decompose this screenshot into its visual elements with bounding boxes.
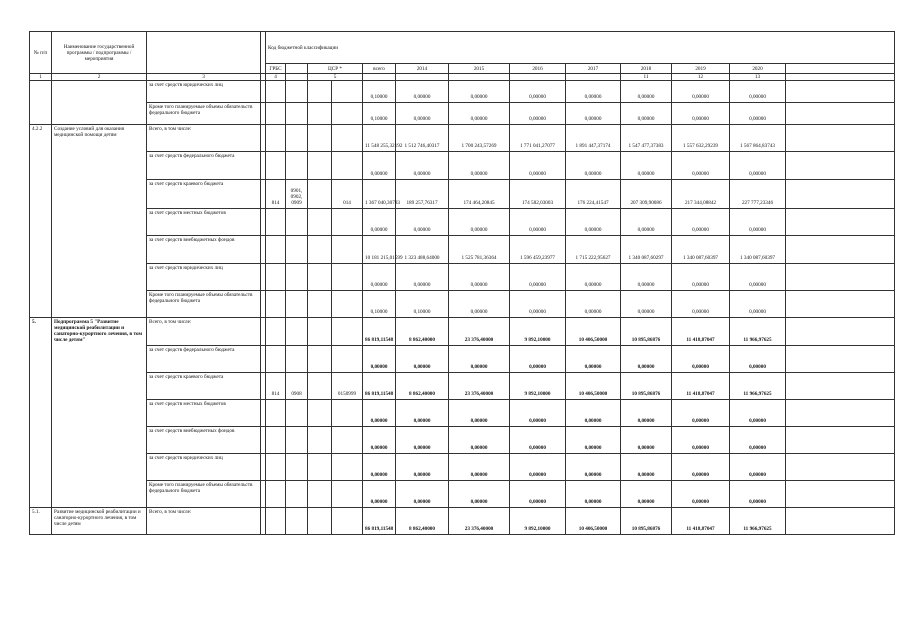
grbs-code bbox=[266, 427, 286, 454]
csr-code bbox=[332, 236, 363, 264]
total-value: 0,00000 bbox=[363, 454, 396, 481]
funding-category: за счет средств юридических лиц bbox=[147, 454, 261, 481]
csr-code bbox=[332, 346, 363, 373]
grbs-code bbox=[266, 103, 286, 125]
year-value: 0,00000 bbox=[730, 291, 786, 318]
item-number: 5. bbox=[30, 318, 52, 508]
funding-category: Кроме того планируемые объемы обязательств федерального бюджета bbox=[147, 291, 261, 318]
year-value: 11 966,97625 bbox=[730, 373, 786, 400]
year-value: 0,00000 bbox=[730, 454, 786, 481]
year-value: 0,00000 bbox=[566, 103, 621, 125]
year-value: 0,00000 bbox=[621, 81, 672, 103]
table-row bbox=[30, 152, 895, 180]
year-value: 0,00000 bbox=[730, 400, 786, 427]
year-value: 0,00000 bbox=[449, 264, 510, 291]
section-code bbox=[286, 481, 308, 508]
total-value: 0,10000 bbox=[363, 81, 396, 103]
table-row bbox=[30, 209, 895, 236]
colnum: 13 bbox=[730, 74, 786, 81]
year-value: 0,00000 bbox=[449, 152, 510, 180]
header-year: 2018 bbox=[621, 64, 672, 74]
header-year: 2019 bbox=[672, 64, 730, 74]
csr-code bbox=[332, 481, 363, 508]
year-value: 1 512 746,40317 bbox=[396, 125, 449, 152]
item-number: 5.1. bbox=[30, 508, 52, 535]
section-code: 0901, 0902, 0909 bbox=[286, 180, 308, 209]
year-value: 0,00000 bbox=[621, 400, 672, 427]
year-value: 0,00000 bbox=[510, 400, 566, 427]
year-value: 23 376,40000 bbox=[449, 373, 510, 400]
year-value: 10 895,86876 bbox=[621, 318, 672, 346]
header-total: всего bbox=[363, 64, 396, 74]
year-value: 0,00000 bbox=[566, 81, 621, 103]
document-sheet bbox=[29, 31, 891, 543]
csr-code bbox=[332, 508, 363, 535]
year-value: 0,00000 bbox=[730, 209, 786, 236]
section-code bbox=[286, 400, 308, 427]
year-value: 0,00000 bbox=[566, 346, 621, 373]
year-value: 189 257,76317 bbox=[396, 180, 449, 209]
csr-code bbox=[332, 427, 363, 454]
year-value: 0,00000 bbox=[730, 481, 786, 508]
table-row bbox=[30, 400, 895, 427]
csr-code: 014 bbox=[332, 180, 363, 209]
header-row-colnums bbox=[30, 74, 895, 81]
colnum: 1 bbox=[30, 74, 52, 81]
year-value: 1 891 447,37174 bbox=[566, 125, 621, 152]
table-row bbox=[30, 264, 895, 291]
funding-category: Кроме того планируемые объемы обязательств федерального бюджета bbox=[147, 481, 261, 508]
budget-table bbox=[29, 31, 895, 535]
header-year: 2015 bbox=[449, 64, 510, 74]
year-value: 0,00000 bbox=[730, 103, 786, 125]
year-value: 1 340 087,60297 bbox=[621, 236, 672, 264]
table-row bbox=[30, 427, 895, 454]
section-code bbox=[286, 427, 308, 454]
item-name: Развитие медицинской реабилитации и санаторно-курортного лечения, в том числе детям bbox=[52, 508, 147, 535]
year-value: 10 406,50000 bbox=[566, 373, 621, 400]
year-value: 0,00000 bbox=[510, 103, 566, 125]
colnum: 4 bbox=[266, 74, 286, 81]
item-name: Подпрограмма 5 "Развитие медицинской реабилитации и санаторно-курортного лечения, в том числе детям" bbox=[52, 318, 147, 508]
grbs-code bbox=[266, 264, 286, 291]
year-value: 0,00000 bbox=[730, 427, 786, 454]
total-value: 0,00000 bbox=[363, 481, 396, 508]
year-value: 1 771 041,27077 bbox=[510, 125, 566, 152]
year-value: 176 224,41547 bbox=[566, 180, 621, 209]
year-value: 0,00000 bbox=[449, 400, 510, 427]
table-row bbox=[30, 180, 895, 209]
funding-category: за счет средств юридических лиц bbox=[147, 81, 261, 103]
year-value: 10 895,86876 bbox=[621, 373, 672, 400]
funding-category: за счет средств федерального бюджета bbox=[147, 346, 261, 373]
funding-category: Кроме того планируемые объемы обязательств федерального бюджета bbox=[147, 103, 261, 125]
year-value: 1 323 488,64000 bbox=[396, 236, 449, 264]
grbs-code bbox=[266, 152, 286, 180]
table-row bbox=[30, 318, 895, 346]
total-value: 0,00000 bbox=[363, 346, 396, 373]
colnum: 11 bbox=[621, 74, 672, 81]
year-value: 9 892,10000 bbox=[510, 318, 566, 346]
grbs-code bbox=[266, 81, 286, 103]
year-value: 0,00000 bbox=[510, 264, 566, 291]
year-value: 0,00000 bbox=[672, 291, 730, 318]
section-code: 0908 bbox=[286, 373, 308, 400]
funding-category: за счет средств местных бюджетов bbox=[147, 400, 261, 427]
year-value: 0,00000 bbox=[566, 454, 621, 481]
section-code bbox=[286, 81, 308, 103]
grbs-code bbox=[266, 318, 286, 346]
year-value: 0,00000 bbox=[449, 209, 510, 236]
year-value: 0,00000 bbox=[510, 346, 566, 373]
year-value: 0,10000 bbox=[396, 291, 449, 318]
total-value: 0,10000 bbox=[363, 103, 396, 125]
year-value: 11 966,97625 bbox=[730, 508, 786, 535]
csr-code bbox=[332, 291, 363, 318]
year-value: 0,00000 bbox=[396, 400, 449, 427]
header-grbs: ГРБС bbox=[266, 64, 286, 74]
colnum: 5 bbox=[308, 74, 363, 81]
year-value: 0,00000 bbox=[396, 454, 449, 481]
year-value: 0,00000 bbox=[621, 291, 672, 318]
funding-category: за счет средств краевого бюджета bbox=[147, 373, 261, 400]
year-value: 0,00000 bbox=[566, 427, 621, 454]
year-value: 0,00000 bbox=[730, 264, 786, 291]
total-value: 1 367 040,30783 bbox=[363, 180, 396, 209]
year-value: 11 418,87047 bbox=[672, 508, 730, 535]
table-row bbox=[30, 236, 895, 264]
year-value: 0,00000 bbox=[621, 346, 672, 373]
year-value: 0,00000 bbox=[510, 209, 566, 236]
year-value: 0,00000 bbox=[621, 209, 672, 236]
year-value: 0,00000 bbox=[672, 427, 730, 454]
funding-category: Всего, в том числе: bbox=[147, 125, 261, 152]
table-row bbox=[30, 103, 895, 125]
year-value: 0,00000 bbox=[672, 400, 730, 427]
year-value: 174 464,20845 bbox=[449, 180, 510, 209]
header-year: 2017 bbox=[566, 64, 621, 74]
year-value: 0,00000 bbox=[621, 152, 672, 180]
year-value: 0,00000 bbox=[396, 427, 449, 454]
year-value: 0,00000 bbox=[566, 209, 621, 236]
year-value: 0,00000 bbox=[621, 427, 672, 454]
grbs-code bbox=[266, 346, 286, 373]
year-value: 0,00000 bbox=[621, 454, 672, 481]
funding-category: за счет средств краевого бюджета bbox=[147, 180, 261, 209]
year-value: 0,00000 bbox=[510, 291, 566, 318]
total-value: 0,00000 bbox=[363, 209, 396, 236]
year-value: 0,00000 bbox=[510, 427, 566, 454]
year-value: 0,00000 bbox=[510, 481, 566, 508]
grbs-code bbox=[266, 236, 286, 264]
section-code bbox=[286, 508, 308, 535]
colnum: 2 bbox=[52, 74, 147, 81]
year-value: 0,00000 bbox=[621, 481, 672, 508]
year-value: 0,00000 bbox=[449, 81, 510, 103]
table-row bbox=[30, 454, 895, 481]
csr-code bbox=[332, 209, 363, 236]
year-value: 0,00000 bbox=[510, 81, 566, 103]
grbs-code bbox=[266, 481, 286, 508]
table-row bbox=[30, 291, 895, 318]
year-value: 0,00000 bbox=[510, 454, 566, 481]
year-value: 0,00000 bbox=[621, 103, 672, 125]
year-value: 0,00000 bbox=[396, 103, 449, 125]
year-value: 10 406,50000 bbox=[566, 508, 621, 535]
header-num: № п/п bbox=[30, 32, 52, 74]
year-value: 8 862,40000 bbox=[396, 373, 449, 400]
csr-code bbox=[332, 264, 363, 291]
grbs-code: 814 bbox=[266, 373, 286, 400]
year-value: 0,00000 bbox=[449, 454, 510, 481]
year-value: 1 715 222,95627 bbox=[566, 236, 621, 264]
grbs-code bbox=[266, 400, 286, 427]
year-value: 0,00000 bbox=[566, 291, 621, 318]
csr-code bbox=[332, 152, 363, 180]
csr-code bbox=[332, 125, 363, 152]
year-value: 23 376,40000 bbox=[449, 318, 510, 346]
table-row bbox=[30, 481, 895, 508]
section-code bbox=[286, 236, 308, 264]
csr-code bbox=[332, 81, 363, 103]
header-csr: ЦСР * bbox=[308, 64, 363, 74]
year-value: 0,00000 bbox=[449, 103, 510, 125]
header-year: 2014 bbox=[396, 64, 449, 74]
year-value: 0,00000 bbox=[672, 264, 730, 291]
year-value: 217 344,08842 bbox=[672, 180, 730, 209]
total-value: 0,00000 bbox=[363, 400, 396, 427]
year-value: 0,00000 bbox=[449, 291, 510, 318]
grbs-code: 814 bbox=[266, 180, 286, 209]
year-value: 1 340 087,60397 bbox=[730, 236, 786, 264]
table-row bbox=[30, 125, 895, 152]
csr-code bbox=[332, 318, 363, 346]
year-value: 10 895,86876 bbox=[621, 508, 672, 535]
funding-category: за счет средств юридических лиц bbox=[147, 264, 261, 291]
total-value: 0,00000 bbox=[363, 264, 396, 291]
year-value: 0,00000 bbox=[672, 81, 730, 103]
total-value: 0,00000 bbox=[363, 152, 396, 180]
year-value: 0,00000 bbox=[449, 481, 510, 508]
csr-code: 0150999 bbox=[332, 373, 363, 400]
header-row-main bbox=[30, 32, 895, 64]
grbs-code bbox=[266, 209, 286, 236]
colnum: 12 bbox=[672, 74, 730, 81]
total-value: 0,00000 bbox=[363, 427, 396, 454]
year-value: 8 862,40000 bbox=[396, 508, 449, 535]
grbs-code bbox=[266, 508, 286, 535]
csr-code bbox=[332, 103, 363, 125]
item-name: Создание условий для оказания медицинской помощи детям bbox=[52, 125, 147, 318]
item-number bbox=[30, 81, 52, 125]
total-value: 11 548 255,32192 bbox=[363, 125, 396, 152]
year-value: 0,00000 bbox=[566, 481, 621, 508]
year-value: 0,00000 bbox=[449, 427, 510, 454]
year-value: 0,00000 bbox=[672, 454, 730, 481]
year-value: 1 557 632,29239 bbox=[672, 125, 730, 152]
year-value: 8 862,40000 bbox=[396, 318, 449, 346]
year-value: 0,00000 bbox=[566, 264, 621, 291]
year-value: 0,00000 bbox=[672, 346, 730, 373]
year-value: 1 525 781,36364 bbox=[449, 236, 510, 264]
section-code bbox=[286, 125, 308, 152]
year-value: 0,00000 bbox=[621, 264, 672, 291]
grbs-code bbox=[266, 454, 286, 481]
year-value: 11 966,97625 bbox=[730, 318, 786, 346]
funding-category: Всего, в том числе: bbox=[147, 318, 261, 346]
year-value: 11 418,87047 bbox=[672, 373, 730, 400]
funding-category: за счет средств федерального бюджета bbox=[147, 152, 261, 180]
year-value: 1 567 864,83743 bbox=[730, 125, 786, 152]
grbs-code bbox=[266, 291, 286, 318]
year-value: 1 340 087,60397 bbox=[672, 236, 730, 264]
year-value: 0,00000 bbox=[566, 400, 621, 427]
table-row bbox=[30, 81, 895, 103]
year-value: 227 777,23346 bbox=[730, 180, 786, 209]
year-value: 0,00000 bbox=[449, 346, 510, 373]
section-code bbox=[286, 346, 308, 373]
year-value: 174 582,03003 bbox=[510, 180, 566, 209]
funding-category: за счет средств местных бюджетов bbox=[147, 209, 261, 236]
year-value: 0,00000 bbox=[730, 81, 786, 103]
header-cbk: Код бюджетной классификации bbox=[266, 32, 895, 64]
section-code bbox=[286, 318, 308, 346]
table-row bbox=[30, 373, 895, 400]
csr-code bbox=[332, 454, 363, 481]
year-value: 0,00000 bbox=[730, 346, 786, 373]
item-number: 4.2.2 bbox=[30, 125, 52, 318]
year-value: 0,00000 bbox=[396, 346, 449, 373]
year-value: 0,00000 bbox=[566, 152, 621, 180]
year-value: 0,00000 bbox=[672, 481, 730, 508]
year-value: 0,00000 bbox=[396, 481, 449, 508]
header-year: 2016 bbox=[510, 64, 566, 74]
year-value: 0,00000 bbox=[730, 152, 786, 180]
year-value: 0,00000 bbox=[672, 103, 730, 125]
year-value: 9 892,10000 bbox=[510, 508, 566, 535]
year-value: 23 376,40000 bbox=[449, 508, 510, 535]
year-value: 0,00000 bbox=[672, 152, 730, 180]
year-value: 207 309,90086 bbox=[621, 180, 672, 209]
funding-category: за счет средств внебюджетных фондов bbox=[147, 236, 261, 264]
table-row bbox=[30, 346, 895, 373]
year-value: 0,00000 bbox=[396, 209, 449, 236]
item-name bbox=[52, 81, 147, 125]
colnum: 3 bbox=[147, 74, 261, 81]
total-value: 0,10000 bbox=[363, 291, 396, 318]
section-code bbox=[286, 209, 308, 236]
year-value: 11 418,87047 bbox=[672, 318, 730, 346]
year-value: 0,00000 bbox=[396, 81, 449, 103]
year-value: 10 406,50000 bbox=[566, 318, 621, 346]
funding-category: Всего, в том числе: bbox=[147, 508, 261, 535]
section-code bbox=[286, 291, 308, 318]
total-value: 86 819,11548 bbox=[363, 318, 396, 346]
year-value: 1 596 459,23977 bbox=[510, 236, 566, 264]
year-value: 0,00000 bbox=[672, 209, 730, 236]
year-value: 1 547 477,37383 bbox=[621, 125, 672, 152]
year-value: 0,00000 bbox=[396, 264, 449, 291]
year-value: 0,00000 bbox=[396, 152, 449, 180]
year-value: 9 892,10000 bbox=[510, 373, 566, 400]
year-value: 1 700 243,57269 bbox=[449, 125, 510, 152]
section-code bbox=[286, 152, 308, 180]
total-value: 86 819,11548 bbox=[363, 373, 396, 400]
grbs-code bbox=[266, 125, 286, 152]
section-code bbox=[286, 264, 308, 291]
header-name: Наименование государственной программы / подпрограммы / мероприятия bbox=[52, 32, 147, 74]
header-year: 2020 bbox=[730, 64, 786, 74]
section-code bbox=[286, 454, 308, 481]
year-value: 0,00000 bbox=[510, 152, 566, 180]
total-value: 10 181 215,01599 bbox=[363, 236, 396, 264]
table-row bbox=[30, 508, 895, 535]
total-value: 86 819,11548 bbox=[363, 508, 396, 535]
csr-code bbox=[332, 400, 363, 427]
funding-category: за счет средств внебюджетных фондов bbox=[147, 427, 261, 454]
section-code bbox=[286, 103, 308, 125]
